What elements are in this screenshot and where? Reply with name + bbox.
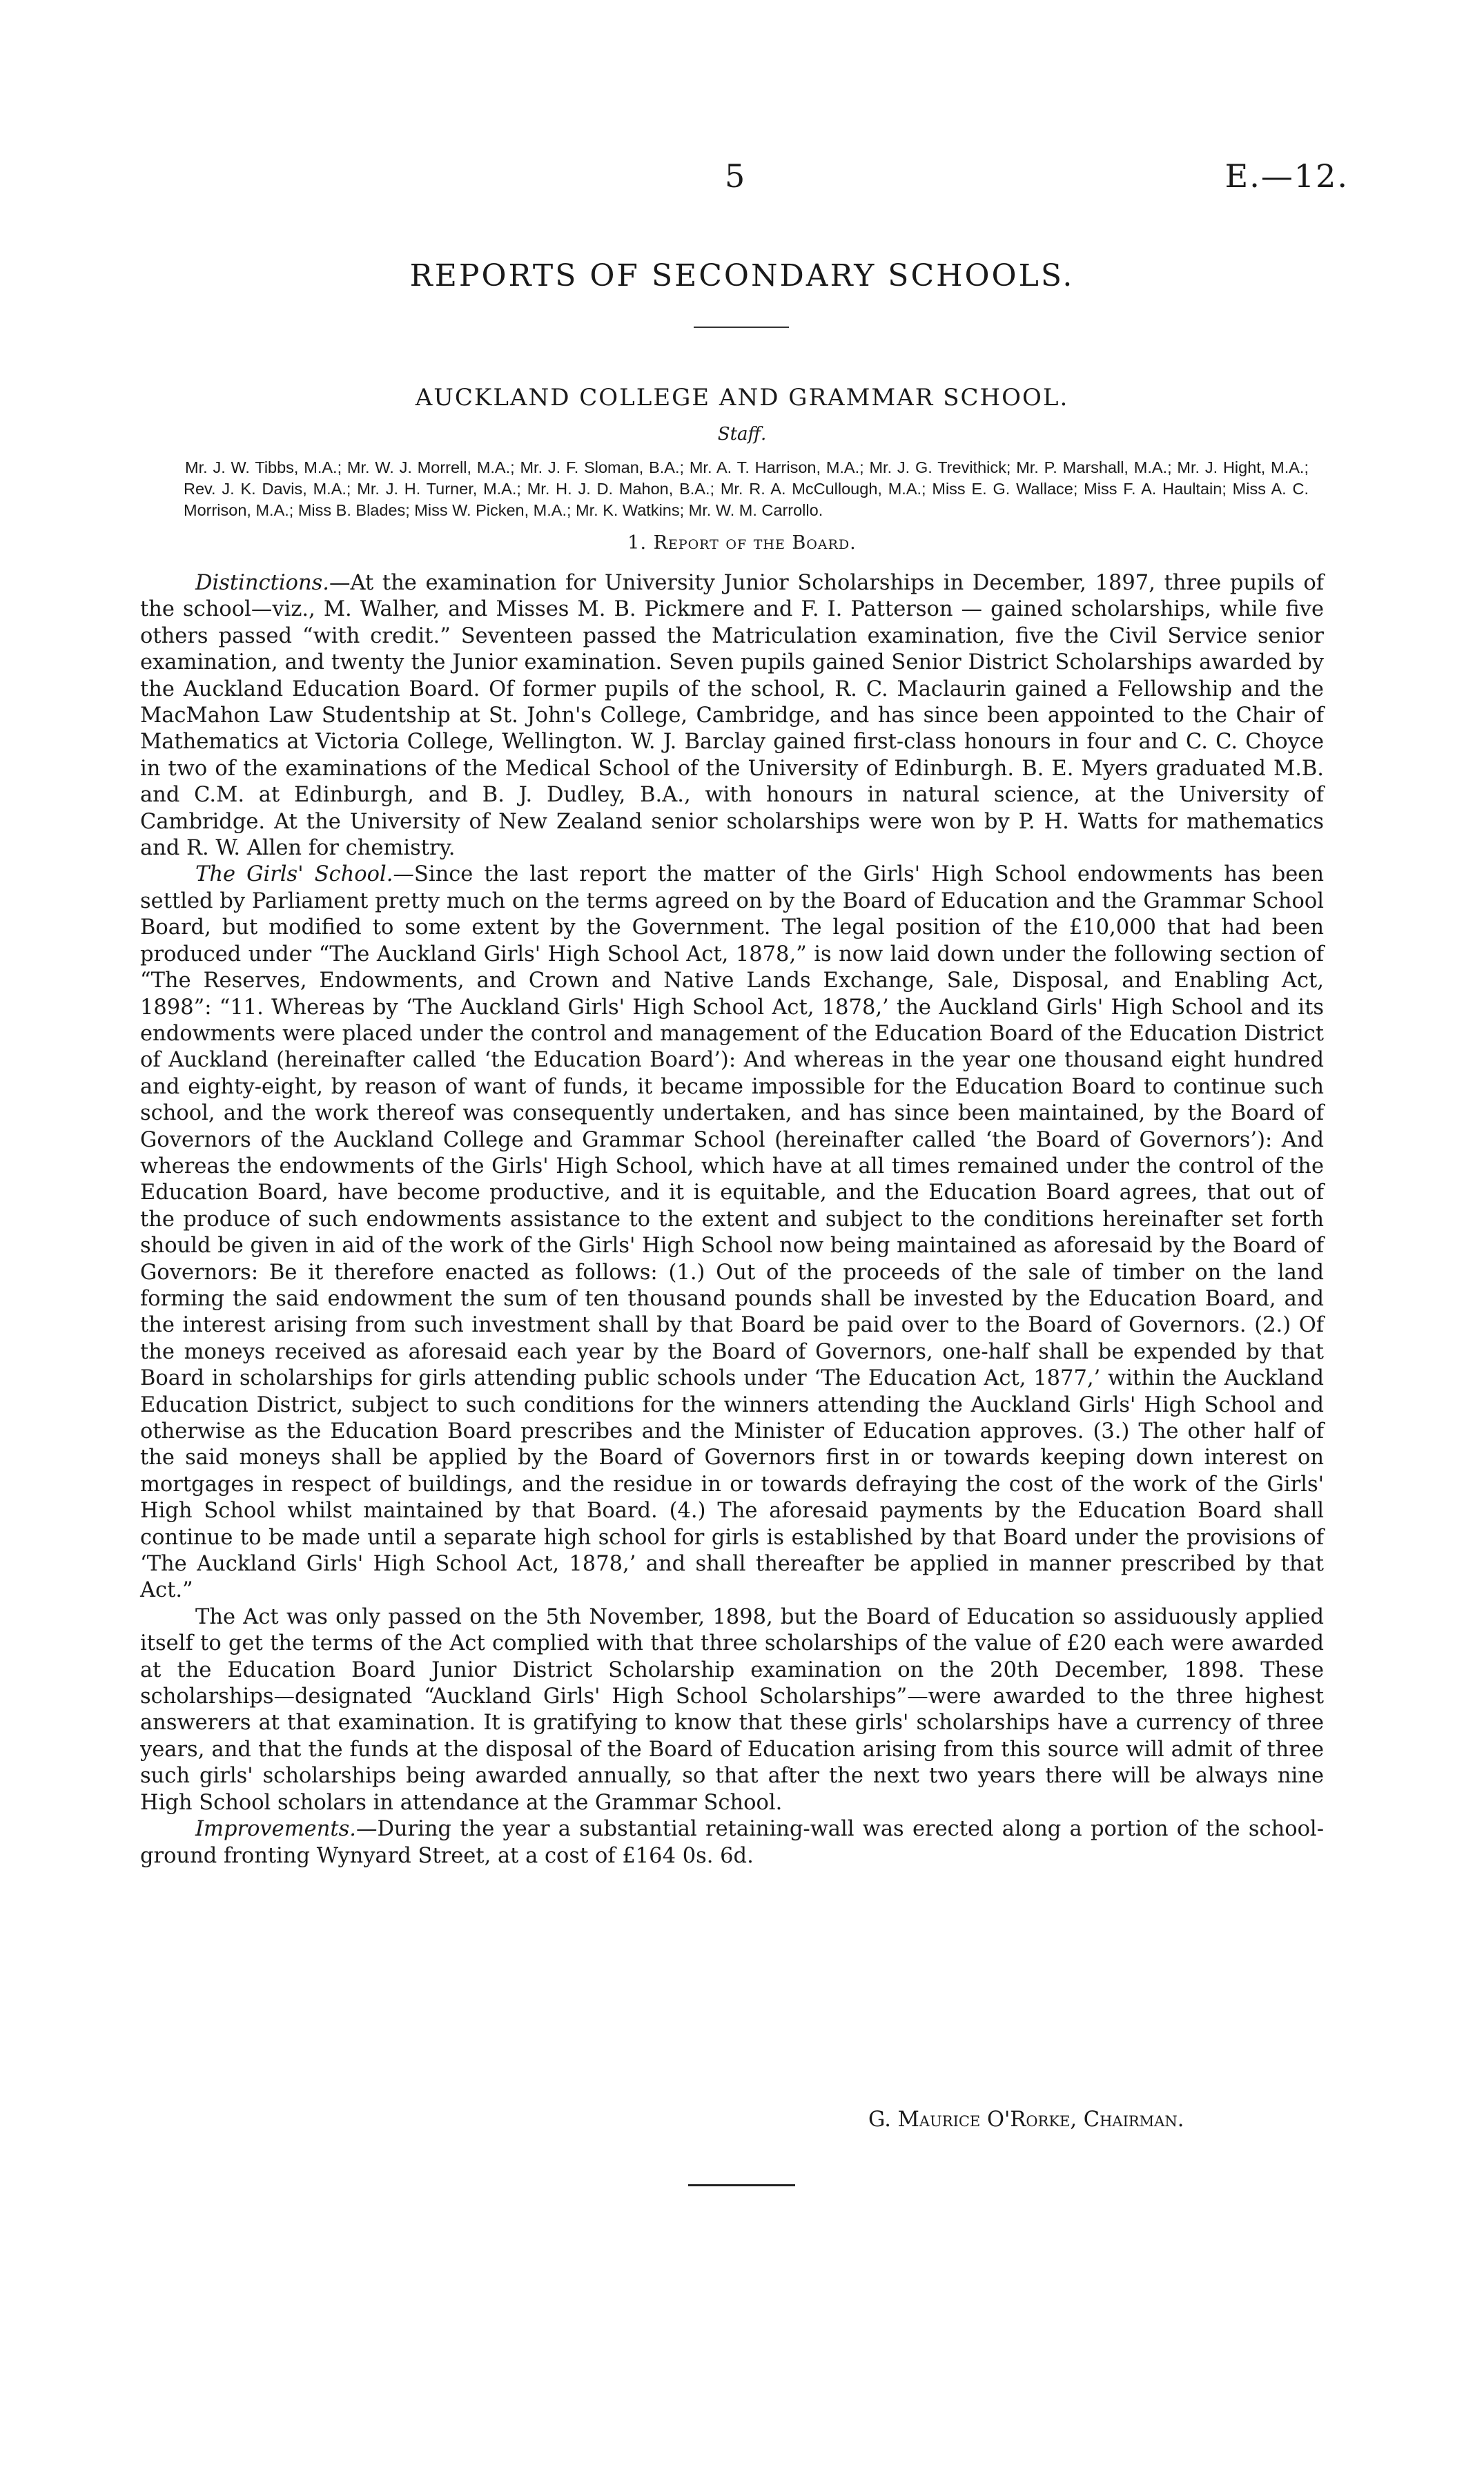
paragraph-text: —Since the last report the matter of the Girls' High School endowments has been settled by Parliament pretty much on the terms agreed on by the Board of Education and the Grammar School Board, but modified to some extent by the Government. The legal position of the £10,000 that had been produced under “The Auckland Girls' High School Act, 1878,” is now laid down under the following section of “The Reserves, Endowments, and Crown and Native Lands Exchange, Sale, Disposal, and Enabling Act, 1898”: “11. Whereas by ‘The Auckland Girls' High School Act, 1878,’ the Auckland Girls' High School and its endowments were placed under the control and management of the Education Board of the Education District of Auckland (hereinafter called ‘the Education Board’): And whereas in the year one thousand eight hundred and eighty-eight, by reason of want of funds, it became impossible for the Education Board to continue such school, and the work thereof was consequently undertaken, and has since been maintained, by the Board of Governors of the Auckland College and Grammar School (hereinafter called ‘the Board of Governors’): And whereas the endowments of the Girls' High School, which have at all times remained under the control of the Education Board, have become productive, and it is equitable, and the Education Board agrees, that out of the produce of such endowments assistance to the extent and subject to the conditions hereinafter set forth should be given in aid of the work of the Girls' High School now being maintained as aforesaid by the Board of Governors: Be it therefore enacted as follows: (1.) Out of the proceeds of the sale of timber on the land forming the said endowment the sum of ten thousand pounds shall be invested by the Education Board, and the interest arising from such investment shall by that Board be paid over to the Board of Governors. (2.) Of the moneys received as aforesaid each year by the Board of Governors, one-half shall be expended by that Board in scholarships for girls attending public schools under ‘The Education Act, 1877,’ within the Auckland Education District, subject to such conditions for the winners attending the Auckland Girls' High School and otherwise as the Education Board prescribes and the Minister of Education approves. (3.) The other half of the said moneys shall be applied by the Board of Governors first in or towards keeping down interest on mortgages in respect of buildings, and the residue in or towards defraying the cost of the work of the Girls' High School whilst maintained by that Board. (4.) The aforesaid payments by the Education Board shall continue to be made until a separate high school for girls is established by that Board under the provisions of ‘The Auckland Girls' High School Act, 1878,’ and shall thereafter be applied in manner prescribed by that Act.” bbox=[140, 862, 1325, 1603]
paragraph-text: —At the examination for University Junior Scholarships in December, 1897, three pupils of the school—viz., M. Walher, and Misses M. B. Pickmere and F. I. Patterson — gained scholarships, while five others passed “with credit.” Seventeen passed the Matriculation examination, five the Civil Service senior examination, and twenty the Junior examination. Seven pupils gained Senior District Scholarships awarded by the Auckland Education Board. Of former pupils of the school, R. C. Maclaurin gained a Fellowship and the MacMahon Law Studentship at St. John's College, Cambridge, and has since been appointed to the Chair of Mathematics at Victoria College, Wellington. W. J. Barclay gained first-class honours in four and C. C. Choyce in two of the examinations of the Medical School of the University of Edinburgh. B. E. Myers graduated M.B. and C.M. at Edinburgh, and B. J. Dudley, B.A., with honours in natural science, at the University of Cambridge. At the University of New Zealand senior scholarships were won by P. H. Watts for mathematics and R. W. Allen for chemistry. bbox=[140, 571, 1324, 861]
section-heading: 1. Report of the Board. bbox=[627, 532, 857, 554]
page-header bbox=[0, 157, 1484, 199]
staff-list: Mr. J. W. Tibbs, M.A.; Mr. W. J. Morrell, M.A.; Mr. J. F. Sloman, B.A.; Mr. A. T. Harrison, M.A.; Mr. J. G. Trevithick; Mr. P. Marshall, M.A.; Mr. J. Hight, M.A.; Rev. J. K. Davis, M.A.; Mr. J. H. Turner, M.A.; Mr. H. J. D. Mahon, B.A.; Mr. R. A. McCullough, M.A.; Miss E. G. Wallace; Miss F. A. Haultain; Miss A. C. Morrison, M.A.; Miss B. Blades; Miss W. Picken, M.A.; Mr. K. Watkins; Mr. W. M. Carrollo. bbox=[184, 458, 1309, 519]
paragraph-lead: The Girls' School. bbox=[195, 862, 393, 887]
page-number: 5 bbox=[725, 157, 745, 195]
paragraph-lead: Improvements. bbox=[195, 1817, 356, 1842]
school-name-heading: AUCKLAND COLLEGE AND GRAMMAR SCHOOL. bbox=[415, 384, 1069, 411]
paragraph-act-passed bbox=[140, 1604, 1324, 1816]
report-body bbox=[140, 570, 1324, 1869]
end-divider bbox=[688, 2184, 795, 2186]
paragraph-text: The Act was only passed on the 5th November, 1898, but the Board of Education so assiduously applied itself to get the terms of the Act complied with that three scholarships of the value of £20 each were awarded at the Education Board Junior District Scholarship examination on the 20th December, 1898. These scholarships—designated “Auckland Girls' High School Scholarships”—were awarded to the three highest answerers at that examination. It is gratifying to know that these girls' scholarships have a currency of three years, and that the funds at the disposal of the Board of Education arising from this source will admit of three such girls' scholarships being awarded annually, so that after the next two years there will be always nine High School scholars in attendance at the Grammar School. bbox=[140, 1604, 1324, 1815]
paragraph-distinctions bbox=[140, 570, 1324, 862]
paragraph-girls-school bbox=[140, 862, 1324, 1604]
page-title: REPORTS OF SECONDARY SCHOOLS. bbox=[409, 258, 1075, 293]
paragraph-lead: Distinctions. bbox=[195, 571, 329, 595]
staff-heading: Staff. bbox=[717, 424, 767, 445]
signature: G. Maurice O'Rorke, Chairman. bbox=[868, 2108, 1184, 2132]
title-divider bbox=[694, 327, 789, 328]
document-reference: E.—12. bbox=[1224, 157, 1349, 195]
paragraph-text: —During the year a substantial retaining-wall was erected along a portion of the school-ground fronting Wynyard Street, at a cost of £164 0s. 6d. bbox=[140, 1817, 1324, 1868]
paragraph-improvements bbox=[140, 1816, 1324, 1869]
